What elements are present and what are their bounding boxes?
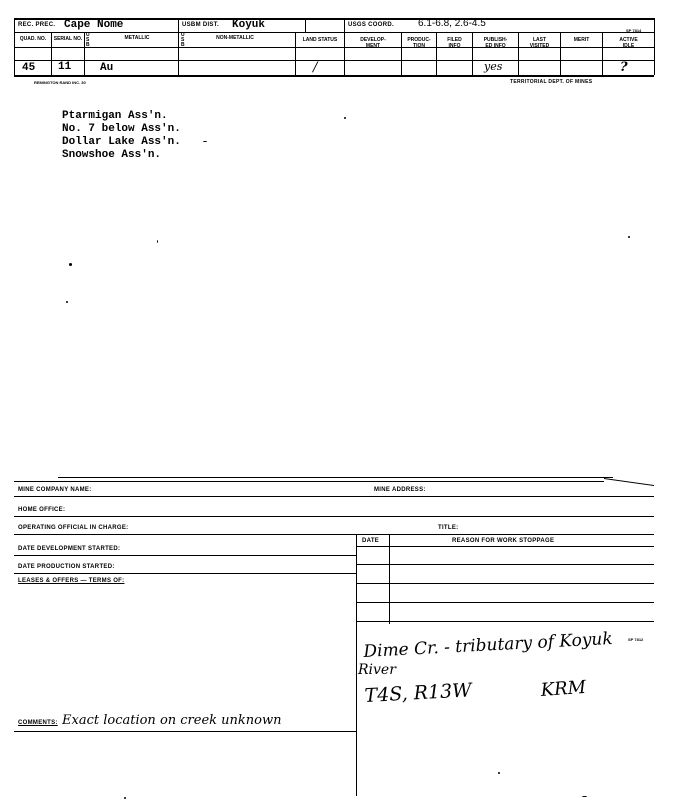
speck <box>124 797 126 799</box>
handwritten-initials: KRM <box>540 676 587 701</box>
comments-label: COMMENTS: <box>18 720 58 726</box>
published-info-value: yes <box>484 60 503 73</box>
printer-imprint: REMINGTON RAND INC. 30 <box>34 80 86 85</box>
filed-info-header: FILED INFO <box>447 37 462 49</box>
speck <box>344 117 346 119</box>
last-visited-header: LAST VISITED <box>529 37 550 49</box>
mine-company-label: MINE COMPANY NAME: <box>18 487 92 493</box>
form-code-back: SP 7812 <box>628 637 644 642</box>
speck <box>498 772 500 774</box>
speck <box>203 141 207 142</box>
territorial-dept: TERRITORIAL DEPT. OF MINES <box>510 79 593 85</box>
published-info-header: PUBLISH- ED INFO <box>483 37 508 49</box>
usbm-left-header: U S B <box>86 32 90 48</box>
serial-value: 11 <box>58 61 72 73</box>
claim-item: Snowshoe Ass'n. <box>62 149 162 161</box>
usgs-coord-value: 6.1-6.8, 2.6-4.5 <box>418 18 486 29</box>
operating-official-label: OPERATING OFFICIAL IN CHARGE: <box>18 525 129 531</box>
metallic-header: METALLIC <box>124 35 150 41</box>
usgs-coord-label: USGS COORD. <box>348 22 394 28</box>
usbm-mid-header: U S B <box>181 32 185 48</box>
title-label: TITLE: <box>438 525 459 531</box>
speck <box>628 236 630 238</box>
date-development-label: DATE DEVELOPMENT STARTED: <box>18 546 121 552</box>
claim-item: No. 7 below Ass'n. <box>62 123 181 135</box>
comments-value: Exact location on creek unknown <box>62 713 282 728</box>
home-office-label: HOME OFFICE: <box>18 507 66 513</box>
land-status-value: / <box>313 60 318 75</box>
rec-prec-value: Cape Nome <box>64 19 124 31</box>
reason-column-header: REASON FOR WORK STOPPAGE <box>452 538 555 544</box>
fold-line <box>604 478 654 496</box>
form-code: SP 7814 <box>626 28 642 33</box>
date-column-header: DATE <box>362 538 380 544</box>
active-idle-header: ACTIVE IDLE <box>619 37 638 49</box>
non-metallic-header: NON-METALLIC <box>216 35 254 41</box>
production-header: PRODUC- TION <box>407 37 431 49</box>
handwritten-township: T4S, R13W <box>364 679 473 707</box>
speck <box>66 301 68 303</box>
claim-item: Dollar Lake Ass'n. <box>62 136 181 148</box>
speck <box>582 796 587 797</box>
rec-prec-label: REC. PREC. <box>18 22 56 28</box>
leases-label: LEASES & OFFERS — TERMS OF: <box>18 578 125 584</box>
handwritten-river: River <box>358 662 396 678</box>
active-idle-value: ? <box>620 60 628 75</box>
usbm-dist-value: Koyuk <box>232 19 266 31</box>
date-production-label: DATE PRODUCTION STARTED: <box>18 564 115 570</box>
land-status-header: LAND STATUS <box>302 37 338 43</box>
quad-value: 45 <box>22 62 36 74</box>
claim-item: Ptarmigan Ass'n. <box>62 110 168 122</box>
metallic-value: Au <box>100 62 114 74</box>
development-header: DEVELOP- MENT <box>360 37 386 49</box>
serial-no-header: SERIAL NO. <box>53 36 83 42</box>
speck <box>69 263 72 266</box>
usbm-dist-label: USBM DIST. <box>182 22 220 28</box>
quad-no-header: QUAD. NO. <box>19 36 47 42</box>
claims-list <box>62 110 181 162</box>
mine-address-label: MINE ADDRESS: <box>374 487 426 493</box>
merit-header: MERIT <box>573 37 590 43</box>
handwritten-location: Dime Cr. - tributary of Koyuk <box>363 628 614 662</box>
speck <box>157 240 158 243</box>
